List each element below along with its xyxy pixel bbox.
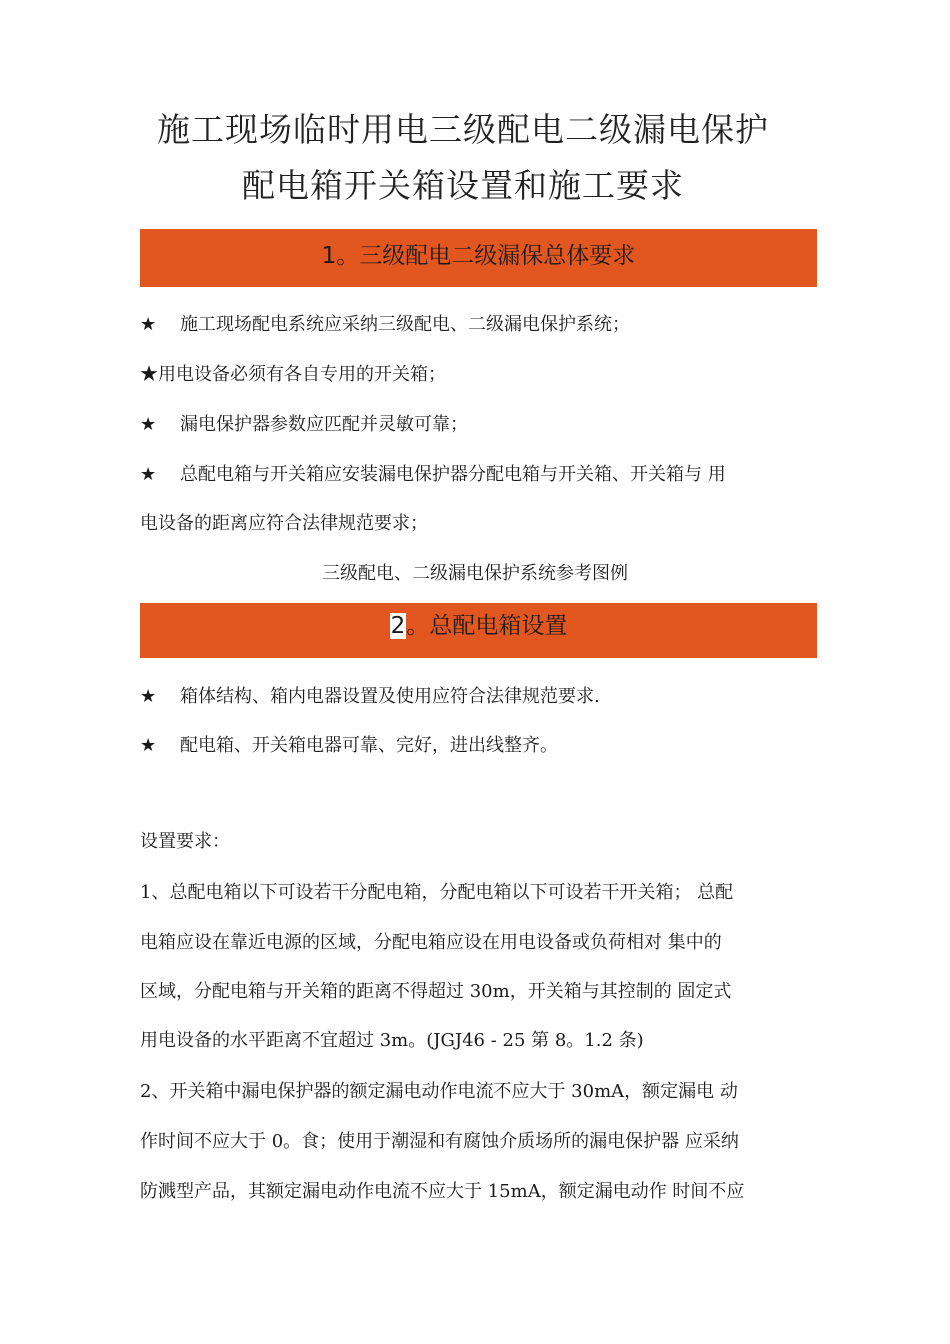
paragraph-line: 防溅型产品，其额定漏电动作电流不应大于 15mA，额定漏电动作 时间不应 <box>140 1181 745 1202</box>
section2-heading <box>390 607 568 640</box>
bullet-item-4 <box>140 460 726 486</box>
star-icon: ★ <box>140 686 157 707</box>
bullet-item-4-continued <box>140 509 428 535</box>
section1-heading-band <box>140 229 817 287</box>
paragraph-line: 1、总配电箱以下可设若干分配电箱，分配电箱以下可设若干开关箱； 总配 <box>140 882 734 903</box>
paragraph-line: 电箱应设在靠近电源的区域，分配电箱应设在用电设备或负荷相对 集中的 <box>140 932 722 953</box>
bullet-text: 配电箱、开关箱电器可靠、完好，进出线整齐。 <box>180 735 558 756</box>
document-title-line1: 施工现场临时用电三级配电二级漏电保护 <box>157 110 769 149</box>
document-title-line2: 配电箱开关箱设置和施工要求 <box>242 166 684 205</box>
bullet-text: 箱体结构、箱内电器设置及使用应符合法律规范要求. <box>180 686 600 707</box>
bullet-item-5 <box>140 682 600 708</box>
section2-heading-number: 2 <box>390 613 406 639</box>
figure-caption: 三级配电、二级漏电保护系统参考图例 <box>322 563 628 584</box>
bullet-item-6 <box>140 731 558 757</box>
star-icon: ★ <box>140 314 157 335</box>
section2-heading-mark: 。 <box>406 613 430 639</box>
requirements-label: 设置要求： <box>140 831 230 852</box>
star-icon: ★ <box>140 735 157 756</box>
bullet-text: 施工现场配电系统应采纳三级配电、二级漏电保护系统； <box>180 314 630 335</box>
bullet-text: 总配电箱与开关箱应安装漏电保护器分配电箱与开关箱、开关箱与 用 <box>180 464 726 485</box>
bullet-item-3 <box>140 410 468 436</box>
section2-heading-text: 总配电箱设置 <box>429 613 568 639</box>
paragraph-line: 区域，分配电箱与开关箱的距离不得超过 30m，开关箱与其控制的 固定式 <box>140 981 732 1002</box>
paragraph-line: 作时间不应大于 0。食；使用于潮湿和有腐蚀介质场所的漏电保护器 应采纳 <box>140 1131 739 1152</box>
paragraph-line: 用电设备的水平距离不宜超过 3m。(JGJ46 - 25 第 8。1.2 条) <box>140 1030 644 1051</box>
star-icon: ★ <box>140 464 157 485</box>
section2-heading-band <box>140 603 817 658</box>
star-icon: ★ <box>140 414 157 435</box>
bullet-item-2 <box>140 360 446 386</box>
paragraph-line: 2、开关箱中漏电保护器的额定漏电动作电流不应大于 30mA，额定漏电 动 <box>140 1081 738 1102</box>
bullet-item-1 <box>140 310 630 336</box>
bullet-text: 电设备的距离应符合法律规范要求； <box>140 513 428 534</box>
bullet-text: ★用电设备必须有各自专用的开关箱； <box>140 364 446 385</box>
section1-heading: 1。三级配电二级漏保总体要求 <box>321 243 636 269</box>
bullet-text: 漏电保护器参数应匹配并灵敏可靠； <box>180 414 468 435</box>
